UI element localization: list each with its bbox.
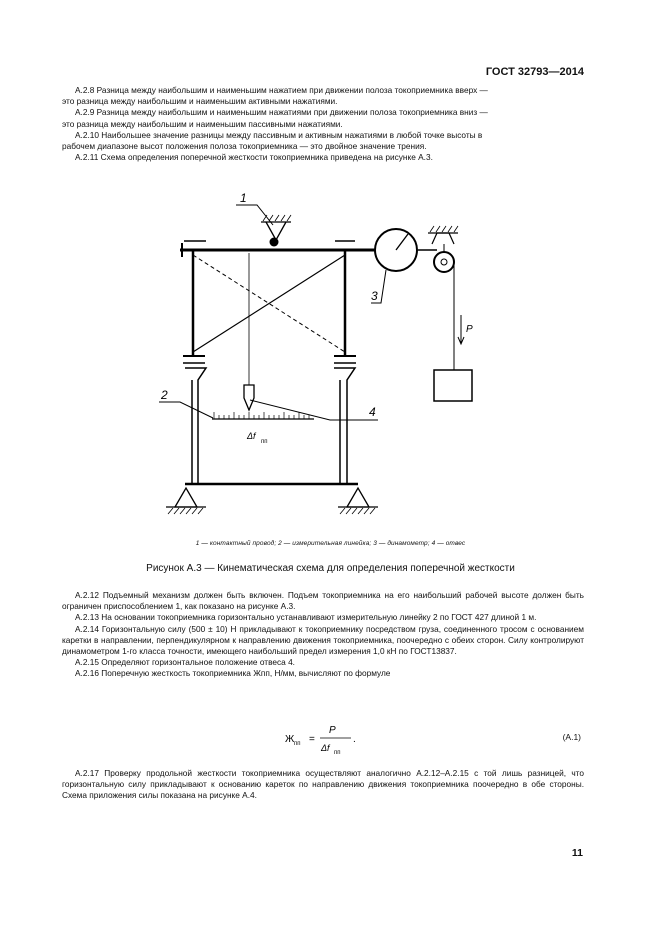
para-a210-line2: рабочем диапазоне высот положения полоза токоприемника — это двойное значение трения.: [62, 141, 427, 152]
para-a214: А.2.14 Горизонтальную силу (500 ± 10) Н прикладывают к токоприемнику посредством груза, соединенного тросом с основанием каретки в направлении, перпендикулярном к направлению движения токоприемника, поочередно с обеих сторон. Силу контролируют динамометром 1-го класса точности, имеющего наибольший предел измерения 1,0 кН по ГОСТ13837.: [62, 623, 584, 657]
label-delta-sub: пп: [261, 439, 268, 445]
figure-legend: 1 — контактный провод; 2 — измерительная линейка; 3 — динамометр; 4 — отвес: [195, 540, 466, 547]
label-delta: Δf: [247, 431, 256, 441]
para-a213: А.2.13 На основании токоприемника горизонтально устанавливают измерительную линейку 2 по ГОСТ 427 длиной 1 м.: [75, 612, 537, 623]
formula-denominator-sub: пп: [334, 750, 341, 756]
formula-lhs-sub: пп: [294, 741, 301, 747]
label-2: 2: [161, 388, 168, 402]
equation-number: (А.1): [562, 732, 581, 742]
label-force: P: [466, 324, 473, 335]
para-a217: А.2.17 Проверку продольной жесткости токоприемника осуществляют аналогично А.2.12–А.2.15 с той лишь разницей, что горизонтальную силу прикладывают к основанию кареток по направлению движения токоприемника поочередно в обе стороны. Схема приложения силы показана на рисунке А.4.: [62, 768, 584, 801]
para-a210-line1: А.2.10 Наибольшее значение разницы между пассивным и активным нажатиями в любой точке высоты в: [75, 129, 483, 140]
para-a29-line1: А.2.9 Разница между наибольшим и наименьшим нажатиями при движении полоза токоприемника вниз —: [75, 107, 488, 118]
para-a29-line2: это разница между наибольшим и наименьшим пассивными нажатиями.: [62, 118, 343, 129]
para-a28-line1: А.2.8 Разница между наибольшим и наименьшим нажатием при движении полоза токоприемника вверх —: [75, 85, 488, 95]
pulley: [434, 252, 454, 272]
paragraph-bottom: [62, 768, 584, 802]
plumb-bob: [244, 385, 254, 410]
para-a216: А.2.16 Поперечную жесткость токоприемника Жпп, Н/мм, вычисляют по формуле: [75, 668, 391, 679]
para-a28-line2: это разница между наибольшим и наименьшим активными нажатиями.: [62, 96, 338, 107]
paragraphs-mid: [62, 590, 584, 680]
formula-expression: [285, 722, 375, 756]
para-a212: А.2.12 Подъемный механизм должен быть включен. Подъем токоприемника на его наибольший рабочей высоте должен быть ограничен приспособлением 1, как показано на рисунке А.3.: [62, 590, 584, 612]
formula-a1: [0, 718, 661, 754]
svg-text:.: .: [353, 734, 356, 745]
formula-lhs: Ж: [285, 734, 295, 745]
formula-denominator: Δf: [321, 743, 330, 753]
para-a215: А.2.15 Определяют горизонтальное положение отвеса 4.: [75, 657, 295, 668]
standard-header: ГОСТ 32793—2014: [485, 66, 584, 78]
label-4: 4: [369, 405, 376, 419]
svg-text:=: =: [309, 734, 315, 745]
label-3: 3: [371, 289, 378, 303]
formula-numerator: P: [329, 725, 336, 736]
para-a211: А.2.11 Схема определения поперечной жесткости токоприемника приведена на рисунке А.3.: [75, 152, 433, 163]
page-number: 11: [571, 847, 583, 859]
weight: [434, 370, 472, 401]
figure-caption: Рисунок А.3 — Кинематическая схема для определения поперечной жесткости: [146, 563, 515, 574]
label-1: 1: [240, 191, 247, 205]
